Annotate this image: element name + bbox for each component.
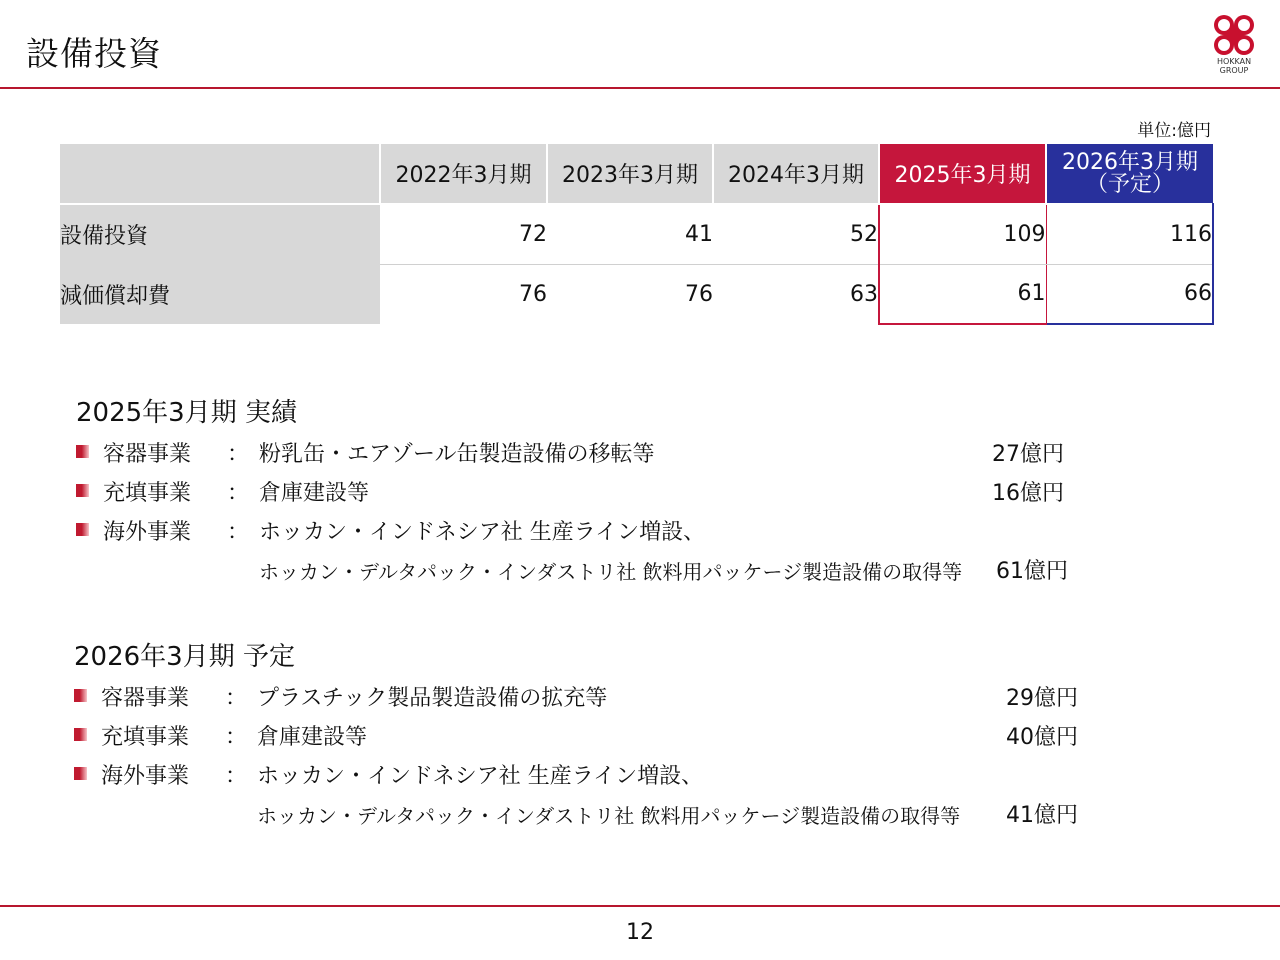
item-description-line2: ホッカン・デルタパック・インダストリ社 飲料用パッケージ製造設備の取得等: [257, 804, 961, 828]
item-category: 海外事業: [103, 520, 192, 545]
hokkan-logo: [1208, 12, 1260, 78]
table-cell: 116: [1046, 204, 1213, 264]
item-amount: 29億円: [1006, 686, 1078, 711]
item-description-line2: ホッカン・デルタパック・インダストリ社 飲料用パッケージ製造設備の取得等: [259, 560, 963, 584]
table-cell: 66: [1046, 264, 1213, 324]
table-cell: 76: [685, 281, 713, 307]
item-colon: ：: [225, 686, 248, 711]
column-header-current: 2025年3月期: [879, 144, 1046, 204]
item-colon: ：: [227, 520, 250, 545]
square-bullet-icon: [76, 484, 89, 497]
item-amount: 40億円: [1006, 725, 1078, 750]
table-cell: 61: [879, 264, 1046, 324]
table-cell: 52: [713, 204, 879, 264]
item-amount: 61億円: [996, 559, 1068, 584]
item-description: 粉乳缶・エアゾール缶製造設備の移転等: [259, 442, 655, 467]
row-label: 設備投資: [60, 204, 380, 264]
column-header: 2023年3月期: [547, 144, 713, 204]
results-2025-section: [76, 392, 1086, 593]
square-bullet-icon: [74, 767, 87, 780]
logo-text-line1: HOKKAN: [1216, 57, 1252, 66]
item-amount: 16億円: [992, 481, 1064, 506]
square-bullet-icon: [76, 445, 89, 458]
flower-logo-icon: [1208, 12, 1260, 58]
square-bullet-icon: [74, 728, 87, 741]
list-item: [74, 759, 1094, 798]
table-header-blank: [60, 144, 380, 204]
list-item: [74, 681, 1094, 720]
section-title: 2026年3月期 予定: [74, 642, 295, 672]
item-colon: ：: [227, 481, 250, 506]
item-category: 容器事業: [101, 686, 190, 711]
forecast-note: （予定）: [1085, 171, 1174, 197]
item-description: ホッカン・インドネシア社 生産ライン増設、: [259, 520, 706, 545]
item-description: ホッカン・インドネシア社 生産ライン増設、: [257, 764, 704, 789]
header-divider: [0, 87, 1280, 89]
page-number: 12: [626, 920, 654, 945]
table-row: [60, 264, 1213, 324]
table-cell: 72: [380, 204, 547, 264]
forecast-year: 2026年3月期: [1062, 149, 1198, 175]
column-header: 2022年3月期: [380, 144, 547, 204]
table-cell: 76: [519, 281, 547, 307]
item-colon: ：: [225, 764, 248, 789]
list-item: [76, 437, 1086, 476]
unit-label: 単位:億円: [1137, 121, 1211, 141]
table-row: [60, 204, 1213, 264]
plan-2026-section: [74, 636, 1094, 837]
item-category: 充填事業: [101, 725, 190, 750]
table-cell: 41: [547, 204, 713, 264]
table-cell: 109: [879, 204, 1046, 264]
capex-table: [60, 144, 1214, 325]
item-colon: ：: [227, 442, 250, 467]
item-category: 海外事業: [101, 764, 190, 789]
item-amount: 27億円: [992, 442, 1064, 467]
page-title: 設備投資: [26, 34, 162, 73]
list-item: [74, 720, 1094, 759]
item-amount: 41億円: [1006, 803, 1078, 828]
item-category: 容器事業: [103, 442, 192, 467]
square-bullet-icon: [74, 689, 87, 702]
section-title: 2025年3月期 実績: [76, 398, 297, 428]
list-item: [76, 515, 1086, 554]
item-description: 倉庫建設等: [259, 481, 370, 506]
item-description: 倉庫建設等: [257, 725, 368, 750]
item-description: プラスチック製品製造設備の拡充等: [257, 686, 608, 711]
list-item-continuation: [76, 554, 1086, 593]
item-category: 充填事業: [103, 481, 192, 506]
column-header-forecast: [1046, 144, 1213, 204]
footer-divider: [0, 905, 1280, 907]
item-colon: ：: [225, 725, 248, 750]
column-header: 2024年3月期: [713, 144, 879, 204]
logo-text-line2: GROUP: [1219, 66, 1249, 75]
square-bullet-icon: [76, 523, 89, 536]
table-cell: 63: [850, 281, 878, 307]
row-label: 減価償却費: [60, 264, 380, 324]
list-item: [76, 476, 1086, 515]
list-item-continuation: [74, 798, 1094, 837]
